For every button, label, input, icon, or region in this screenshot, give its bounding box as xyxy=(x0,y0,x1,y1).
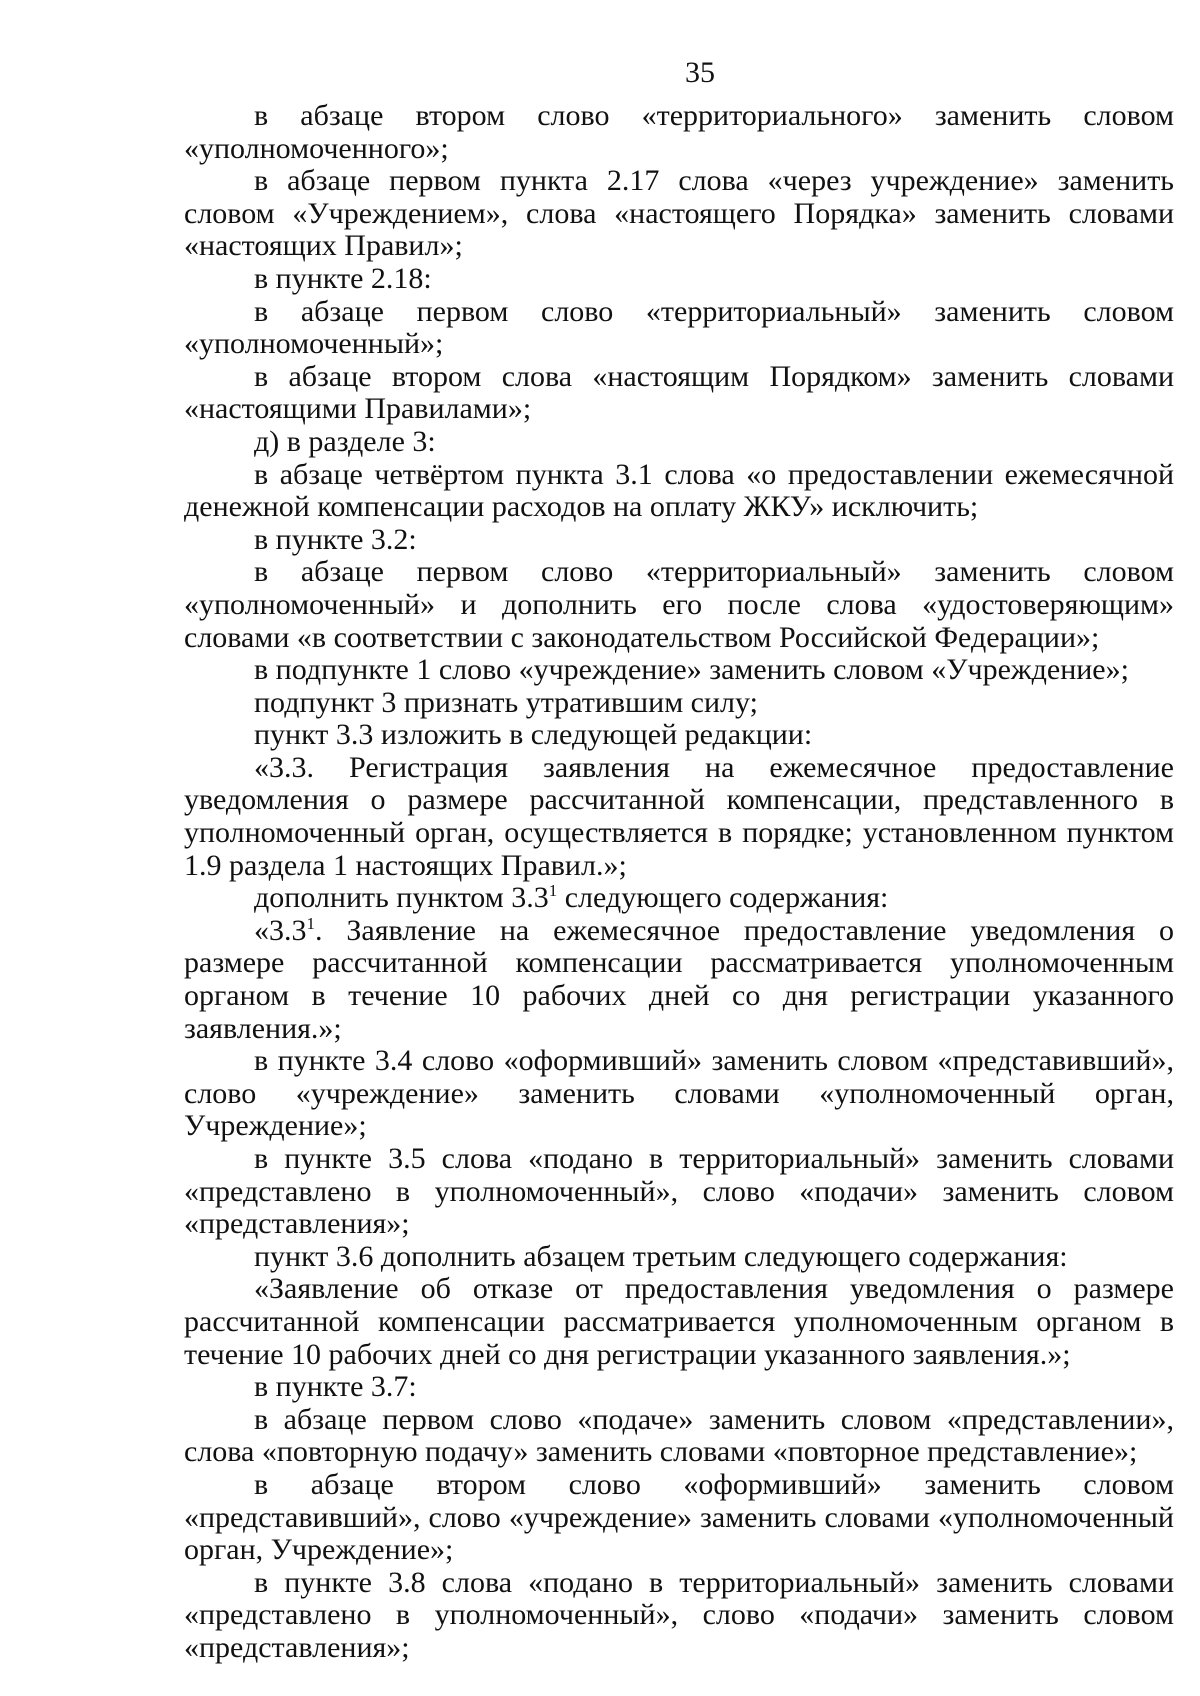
paragraph: в абзаце втором слова «настоящим Порядком» заменить словами «настоящими Правилами»; xyxy=(184,359,1174,426)
paragraph: в пункте 3.8 слова «подано в территориальный» заменить словами «представлено в уполномоченный», слово «подачи» заменить словом «представления»; xyxy=(184,1565,1174,1664)
paragraph: в абзаце втором слово «оформивший» заменить словом «представивший», слово «учреждение» заменить словами «уполномоченный орган, Учреждение»; xyxy=(184,1467,1174,1567)
page-number: 35 xyxy=(685,56,715,89)
paragraph: в абзаце четвёртом пункта 3.1 слова «о предоставлении ежемесячной денежной компенсации расходов на оплату ЖКУ» исключить; xyxy=(184,457,1174,524)
paragraph: в пункте 2.18: xyxy=(254,261,432,295)
text-segment: дополнить пунктом 3.3 xyxy=(254,881,549,915)
document-body xyxy=(184,100,1174,1665)
paragraph: подпункт 3 признать утратившим силу; xyxy=(254,685,758,719)
paragraph: в подпункте 1 слово «учреждение» заменить словом «Учреждение»; xyxy=(254,653,1129,687)
paragraph: в пункте 3.7: xyxy=(254,1370,417,1404)
paragraph xyxy=(184,882,1174,915)
paragraph: в абзаце первом пункта 2.17 слова «через учреждение» заменить словом «Учреждением», слова «настоящего Порядка» заменить словами «настоящих Правил»; xyxy=(184,164,1174,263)
text-segment: . Заявление на ежемесячное предоставление уведомления о размере рассчитанной компенсации рассматривается уполномоченным органом в течение 10 рабочих дней со дня регистрации указанного заявления.»; xyxy=(184,913,1174,1045)
text-segment: «3.3 xyxy=(254,913,307,947)
paragraph: в абзаце втором слово «территориального» заменить словом «уполномоченного»; xyxy=(184,99,1174,165)
paragraph: в пункте 3.4 слово «оформивший» заменить словом «представивший», слово «учреждение» заменить словами «уполномоченный орган, Учреждение»; xyxy=(184,1044,1174,1143)
text-segment: следующего содержания: xyxy=(557,881,889,915)
paragraph: «Заявление об отказе от предоставления уведомления о размере рассчитанной компенсации рассматривается уполномоченным органом в течение 10 рабочих дней со дня регистрации указанного заявления.»; xyxy=(184,1272,1174,1371)
paragraph: пункт 3.6 дополнить абзацем третьим следующего содержания: xyxy=(254,1239,1068,1273)
paragraph: д) в разделе 3: xyxy=(254,424,436,458)
paragraph xyxy=(184,915,1174,1045)
paragraph: пункт 3.3 изложить в следующей редакции: xyxy=(254,718,813,752)
paragraph: в абзаце первом слово «территориальный» заменить словом «уполномоченный» и дополнить его после слова «удостоверяющим» словами «в соответствии с законодательством Российской Федерации»; xyxy=(184,555,1174,654)
paragraph: в абзаце первом слово «подаче» заменить словом «представлении», слова «повторную подачу» заменить словами «повторное представление»; xyxy=(184,1402,1174,1469)
paragraph: в абзаце первом слово «территориальный» заменить словом «уполномоченный»; xyxy=(184,294,1174,361)
paragraph: в пункте 3.5 слова «подано в территориальный» заменить словами «представлено в уполномоченный», слово «подачи» заменить словом «представления»; xyxy=(184,1142,1174,1241)
paragraph: «3.3. Регистрация заявления на ежемесячное предоставление уведомления о размере рассчитанной компенсации, представленного в уполномоченный орган, осуществляется в порядке; установленном пунктом 1.9 раздела 1 настоящих Правил.»; xyxy=(184,750,1174,882)
paragraph: в пункте 3.2: xyxy=(254,522,417,556)
superscript: 1 xyxy=(548,881,558,901)
superscript: 1 xyxy=(306,913,315,933)
